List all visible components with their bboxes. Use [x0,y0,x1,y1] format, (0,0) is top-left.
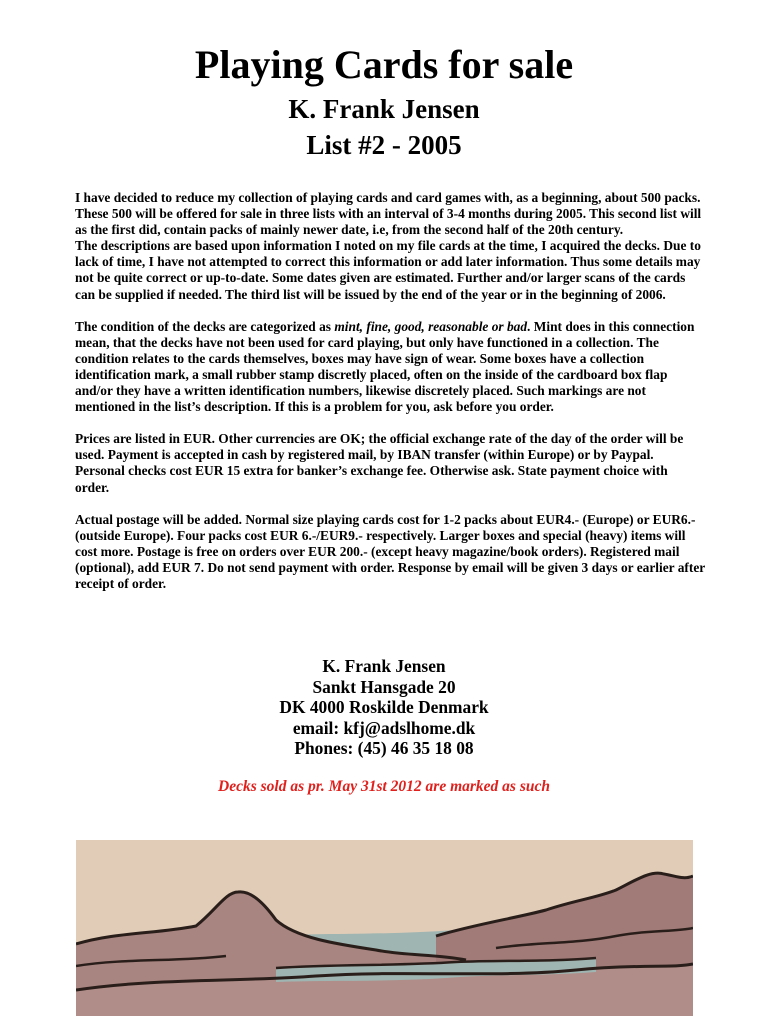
paragraph-postage: Actual postage will be added. Normal size playing cards cost for 1-2 packs about EUR4.- (Europe) or EUR6.- (outside Europe). Four packs cost EUR 6.-/EUR9.- respectively. Larger boxes and special (heavy) items will cost more. Postage is free on orders over EUR 200.- (except heavy magazine/book orders). Registered mail (optional), add EUR 7. Do not send payment with order. Response by email will be given 3 days or earlier after receipt of order. [75,511,705,591]
condition-intro: The condition of the decks are categorized as [75,318,335,334]
page-title: Playing Cards for sale [194,42,574,87]
contact-block [0,656,768,759]
contact-name: K. Frank Jensen [322,656,446,676]
contact-street: Sankt Hansgade 20 [312,676,456,697]
contact-phones: Phones: (45) 46 35 18 08 [294,738,474,758]
paragraph-descriptions: The descriptions are based upon information I noted on my file cards at the time, I acquired the decks. Due to lack of time, I have not attempted to correct this information or add later information. Thus some details may not be quite correct or up-to-date. Some dates given are estimated. Further and/or larger scans of the cards can be supplied if needed. The third list will be issued by the end of the year or in the beginning of 2006. [75,238,701,302]
paragraph-prices: Prices are listed in EUR. Other currencies are OK; the official exchange rate of the day of the order will be used. Payment is accepted in cash by registered mail, by IBAN transfer (within Europe) or by Paypal. Personal checks cost EUR 15 extra for banker’s exchange fee. Otherwise ask. State payment choice with order. [75,431,684,495]
contact-city: DK 4000 Roskilde Denmark [279,697,489,717]
body-text [75,190,705,608]
sold-notice: Decks sold as pr. May 31st 2012 are marked as such [218,778,550,795]
paragraph-condition [75,319,705,416]
contact-email: email: kfj@adslhome.dk [292,717,476,738]
list-number: List #2 - 2005 [306,130,462,160]
condition-rest: . Mint does in this connection mean, that the decks have not been used for card playing, but only have functioned in a collection. The condition relates to the cards themselves, boxes may have sign of wear. Some boxes have a collection identification mark, a small rubber stamp discretly placed, often on the inside of the cardboard box flap and/or they have a written identification numbers, likewise discretely placed. Such markings are not mentioned in the list’s description. If this is a problem for you, ask before you order. [75,318,695,415]
condition-terms: mint, fine, good, reasonable or bad [334,318,528,334]
mountain-artwork [76,840,693,1016]
author-name: K. Frank Jensen [288,94,480,124]
paragraph-intro: I have decided to reduce my collection of playing cards and card games with, as a beginning, about 500 packs. These 500 will be offered for sale in three lists with an interval of 3-4 months during 2005. This second list will as the first did, contain packs of mainly newer date, i.e, from the second half of the 20th century. [75,190,702,238]
